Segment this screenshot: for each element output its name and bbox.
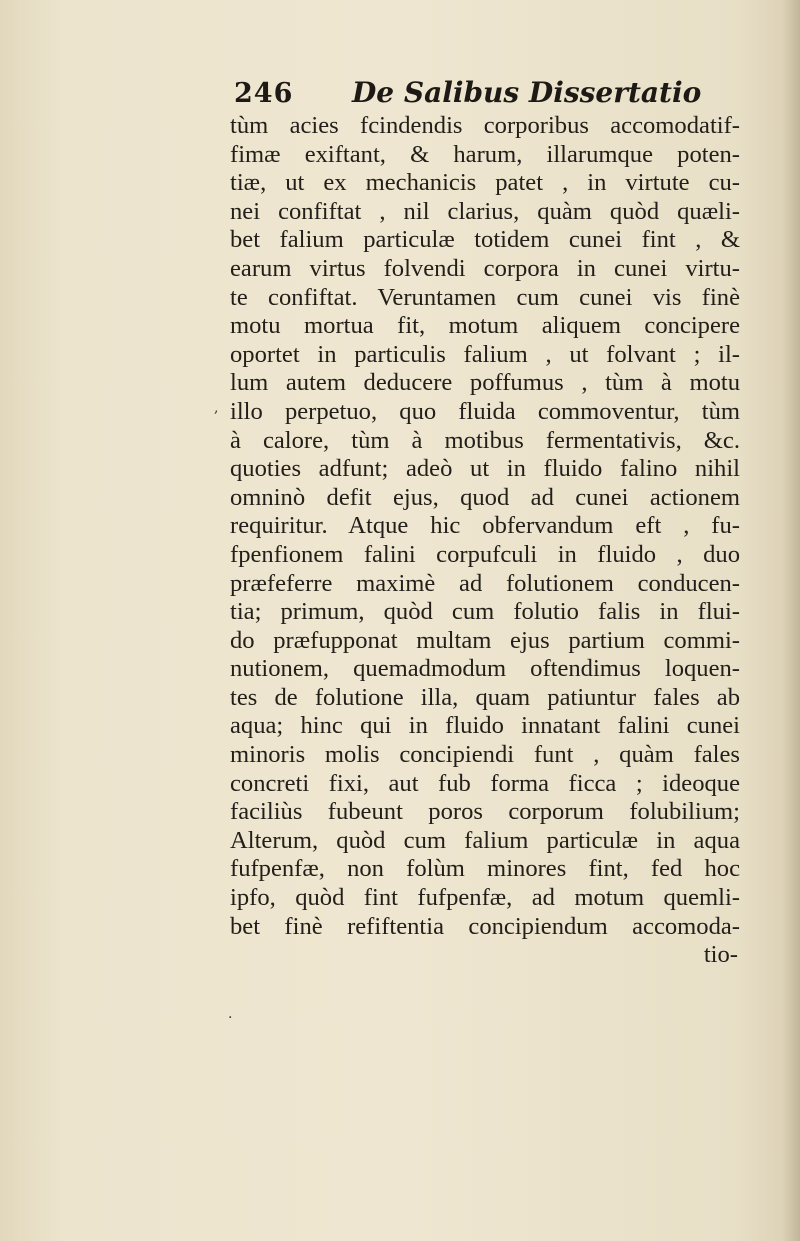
page-edge-shadow <box>782 0 800 1241</box>
text-line: tia; primum, quòd cum folutio falis in flui- <box>230 598 740 626</box>
margin-stray-dot: . <box>228 1006 233 1022</box>
text-line: lum autem deducere poffumus , tùm à motu <box>230 369 740 397</box>
text-line: illo perpetuo, quo fluida commoventur, tùm <box>230 397 740 425</box>
text-line: fimæ exiftant, & harum, illarumque poten- <box>230 140 740 168</box>
margin-stray-mark: , <box>214 400 219 416</box>
text-line: quoties adfunt; adeò ut in fluido falino nihil <box>230 455 740 483</box>
text-line: tùm acies fcindendis corporibus accomodatif- <box>230 112 740 139</box>
page-header <box>234 76 704 116</box>
text-line: concreti fixi, aut fub forma ficca ; ideoque <box>230 769 740 797</box>
page-number: 246 <box>234 78 294 109</box>
text-line: tiæ, ut ex mechanicis patet , in virtute cu- <box>230 169 740 197</box>
text-line: minoris molis concipiendi funt , quàm fales <box>230 741 740 769</box>
text-line: bet finè refiftentia concipiendum accomoda- <box>230 912 740 940</box>
text-line: motu mortua fit, motum aliquem concipere <box>230 312 740 340</box>
text-line: nutionem, quemadmodum oftendimus loquen- <box>230 655 740 683</box>
text-line: requiritur. Atque hic obfervandum eft , fu- <box>230 512 740 540</box>
text-line: omninò defit ejus, quod ad cunei actionem <box>230 483 740 511</box>
body-text <box>230 112 740 970</box>
text-line: nei confiftat , nil clarius, quàm quòd quæli- <box>230 197 740 225</box>
text-line: ipfo, quòd fint fufpenfæ, ad motum quemli- <box>230 884 740 912</box>
text-line: fpenfionem falini corpufculi in fluido , duo <box>230 540 740 568</box>
text-line: bet falium particulæ totidem cunei fint , & <box>230 226 740 254</box>
text-line: faciliùs fubeunt poros corporum folubilium; <box>230 798 740 826</box>
text-line: præfeferre maximè ad folutionem conducen- <box>230 569 740 597</box>
running-head: De Salibus Dissertatio <box>352 76 702 109</box>
text-line: fufpenfæ, non folùm minores fint, fed hoc <box>230 855 740 883</box>
text-line: aqua; hinc qui in fluido innatant falini cunei <box>230 712 740 740</box>
text-line: tes de folutione illa, quam patiuntur fales ab <box>230 683 740 711</box>
text-line: do præfupponat multam ejus partium commi- <box>230 626 740 654</box>
text-line: Alterum, quòd cum falium particulæ in aqua <box>230 826 740 854</box>
text-line: te confiftat. Veruntamen cum cunei vis finè <box>230 283 740 311</box>
catchword: tio- <box>703 941 738 969</box>
text-line: earum virtus folvendi corpora in cunei virtu- <box>230 254 740 282</box>
text-line: oportet in particulis falium , ut folvant ; il- <box>230 340 740 368</box>
text-line: à calore, tùm à motibus fermentativis, &c. <box>230 426 740 454</box>
